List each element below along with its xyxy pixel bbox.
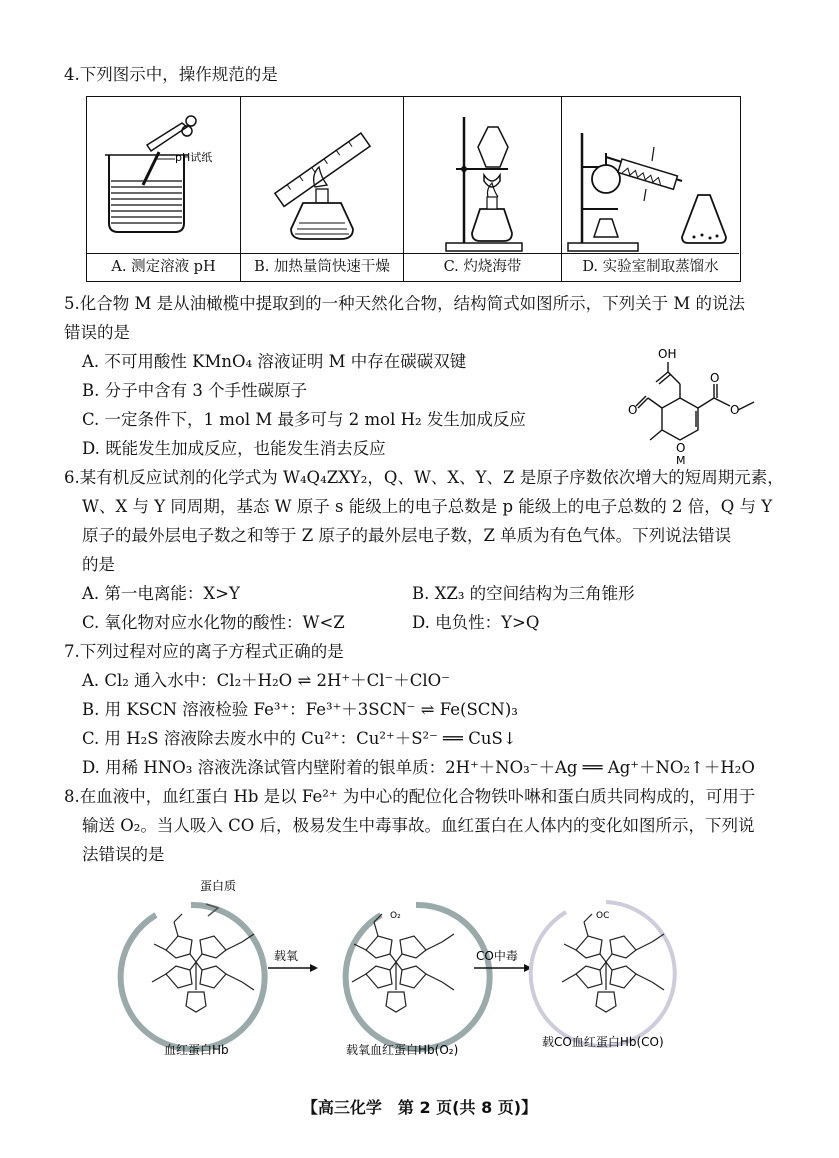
q6-stem-line3: 原子的最外层电子数之和等于 Z 原子的最外层电子数，Z 单质为有色气体。下列说法错误 [82, 526, 732, 545]
q5-option-b: B. 分子中含有 3 个手性碳原子 [82, 381, 308, 400]
q6-option-c: C. 氧化物对应水化物的酸性：W<Z [82, 613, 345, 632]
q6-stem-line4: 的是 [82, 555, 115, 574]
q5-option-c: C. 一定条件下，1 mol M 最多可与 2 mol H₂ 发生加成反应 [82, 410, 526, 429]
q4-option-b-cell [241, 97, 404, 281]
protein-label: 蛋白质 [200, 879, 237, 893]
oxygenation-label: 载氧 [274, 949, 299, 963]
q4-option-b: B. 加热量筒快速干燥 [241, 253, 403, 281]
beaker-ph-illustration [87, 97, 240, 254]
hbco-porphyrin [562, 914, 664, 1012]
iron-stand-crucible-illustration [404, 97, 561, 254]
hbco-caption: 载CO血红蛋白Hb(CO) [542, 1035, 664, 1049]
q4-figure-table [86, 96, 741, 282]
hemoglobin-figure [96, 870, 736, 1065]
q6-option-a: A. 第一电离能：X>Y [82, 584, 240, 603]
q4-option-c-cell [404, 97, 562, 281]
q5-option-a: A. 不可用酸性 KMnO₄ 溶液证明 M 中存在碳碳双键 [82, 352, 467, 371]
q8-stem-line1: 8.在血液中，血红蛋白 Hb 是以 Fe²⁺ 为中心的配位化合物铁卟啉和蛋白质共同构成的，可用于 [64, 787, 756, 806]
q8-stem-line3: 法错误的是 [82, 845, 165, 864]
q7-stem: 7.下列过程对应的离子方程式正确的是 [64, 642, 344, 661]
q6-stem-line2: W、X 与 Y 同周期，基态 W 原子 s 能级上的电子总数是 p 能级上的电子总数的 2 倍，Q 与 Y [82, 497, 773, 516]
o2-ligand-label: O₂ [390, 911, 401, 921]
q5-option-d: D. 既能发生加成反应，也能发生消去反应 [82, 439, 386, 458]
compound-m-structure [628, 340, 798, 465]
q4-option-d-cell [562, 97, 739, 281]
hb-porphyrin [152, 914, 254, 1012]
graduated-cylinder-lamp-illustration [241, 97, 403, 254]
ph-paper-label: pH试纸 [175, 151, 213, 164]
hb-caption: 血红蛋白Hb [164, 1043, 229, 1057]
q5-stem-line1: 5.化合物 M 是从油橄榄中提取到的一种天然化合物，结构简式如图所示，下列关于 M 的说法 [64, 294, 746, 313]
page-footer: 【高三化学 第 2 页(共 8 页)】 [301, 1098, 538, 1117]
q7-option-b: B. 用 KSCN 溶液检验 Fe³⁺：Fe³⁺＋3SCN⁻ ⇌ Fe(SCN)₃ [82, 700, 518, 719]
q4-option-a-cell [87, 97, 241, 281]
q7-option-d: D. 用稀 HNO₃ 溶液洗涤试管内壁附着的银单质：2H⁺＋NO₃⁻＋Ag ══ Ag⁺＋NO₂↑＋H₂O [82, 758, 755, 777]
q7-option-c: C. 用 H₂S 溶液除去废水中的 Cu²⁺：Cu²⁺＋S²⁻ ══ CuS↓ [82, 729, 517, 748]
q6-stem-line1: 6.某有机反应试剂的化学式为 W₄Q₄ZXY₂，Q、W、X、Y、Z 是原子序数依次增大的短周期元素， [64, 468, 784, 487]
q4-option-d: D. 实验室制取蒸馏水 [562, 253, 739, 281]
q5-stem-line2: 错误的是 [64, 323, 130, 342]
ester-oxygen-label: O [730, 403, 740, 417]
hbco-ring [531, 902, 675, 1046]
compound-m-label: M [676, 454, 686, 465]
q8-stem-line2: 输送 O₂。当人吸入 CO 后，极易发生中毒事故。血红蛋白在人体内的变化如图所示，下列说 [82, 816, 755, 835]
co-poisoning-label: CO中毒 [476, 949, 518, 963]
ester-o-label: O [710, 371, 720, 385]
q7-option-a: A. Cl₂ 通入水中：Cl₂＋H₂O ⇌ 2H⁺＋Cl⁻＋ClO⁻ [82, 671, 450, 690]
q4-option-a: A. 测定溶液 pH [87, 253, 240, 281]
distillation-apparatus-illustration [562, 97, 739, 254]
aldehyde-o-label: O [628, 403, 638, 417]
q4-stem: 4.下列图示中，操作规范的是 [64, 65, 278, 84]
ring-o-label: O [676, 441, 686, 455]
q4-option-c: C. 灼烧海带 [404, 253, 561, 281]
co-ligand-label: OC [596, 911, 610, 921]
oh-label: OH [658, 347, 677, 361]
hbo2-caption: 载氧血红蛋白Hb(O₂) [346, 1043, 459, 1057]
hbo2-ring [346, 905, 490, 1049]
q6-option-d: D. 电负性：Y>Q [412, 613, 540, 632]
q6-option-b: B. XZ₃ 的空间结构为三角锥形 [412, 584, 635, 603]
hb-ring [121, 904, 265, 1049]
